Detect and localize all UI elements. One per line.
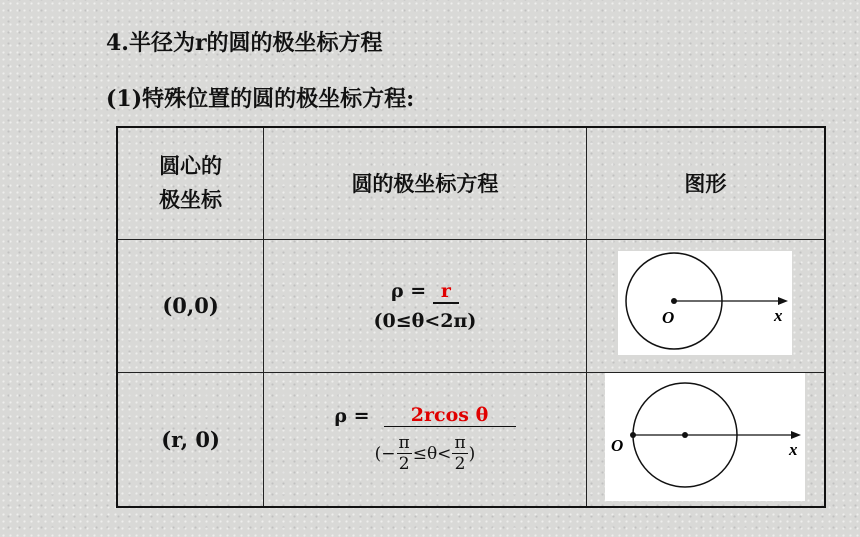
row1-figure-cell xyxy=(586,239,825,372)
table-row xyxy=(117,372,825,507)
header-center-line1: 圆心的 xyxy=(159,153,223,179)
row2-rho-label: ρ = xyxy=(334,405,370,427)
cond-close: ) xyxy=(468,443,476,464)
axis-arrow-icon xyxy=(791,431,801,439)
header-center-coord xyxy=(117,127,264,239)
row1-center: (0,0) xyxy=(117,239,264,372)
origin-label: O xyxy=(611,435,624,455)
center-dot xyxy=(671,298,677,304)
axis-arrow-icon xyxy=(778,297,788,305)
row1-answer: r xyxy=(433,280,459,304)
row2-center: (r, 0) xyxy=(117,372,264,507)
row1-equation xyxy=(264,239,587,372)
polar-circle-table xyxy=(116,126,826,508)
section-heading: 4.半径为r的圆的极坐标方程 xyxy=(106,30,383,56)
row1-condition: (0≤θ<2π) xyxy=(373,309,477,332)
header-equation: 圆的极坐标方程 xyxy=(264,127,587,239)
row2-condition xyxy=(264,433,586,474)
row1-rho-label: ρ = xyxy=(391,279,427,302)
subsection-heading: (1)特殊位置的圆的极坐标方程: xyxy=(106,86,415,112)
origin-label: O xyxy=(662,308,675,327)
table-row xyxy=(117,239,825,372)
row2-figure-cell xyxy=(586,372,825,507)
table-header-row xyxy=(117,127,825,239)
fraction-pi-over-2 xyxy=(397,433,412,474)
header-figure: 图形 xyxy=(586,127,825,239)
cond-open: (− xyxy=(374,443,396,464)
circle-centered-origin-figure xyxy=(618,251,792,355)
row2-equation xyxy=(264,372,587,507)
origin-dot xyxy=(630,432,636,438)
frac-denominator: 2 xyxy=(398,454,410,474)
row2-answer: 2rcos θ xyxy=(384,404,516,427)
x-axis-label: x xyxy=(774,306,783,325)
x-axis-label: x xyxy=(789,439,798,459)
center-dot xyxy=(682,432,688,438)
frac-denominator: 2 xyxy=(454,454,466,474)
frac-numerator: π xyxy=(454,433,466,453)
circle-through-origin-figure xyxy=(605,373,805,501)
cond-mid: ≤θ< xyxy=(412,443,452,464)
fraction-pi-over-2 xyxy=(452,433,467,474)
frac-numerator: π xyxy=(398,433,410,453)
header-center-line2: 极坐标 xyxy=(159,187,223,213)
